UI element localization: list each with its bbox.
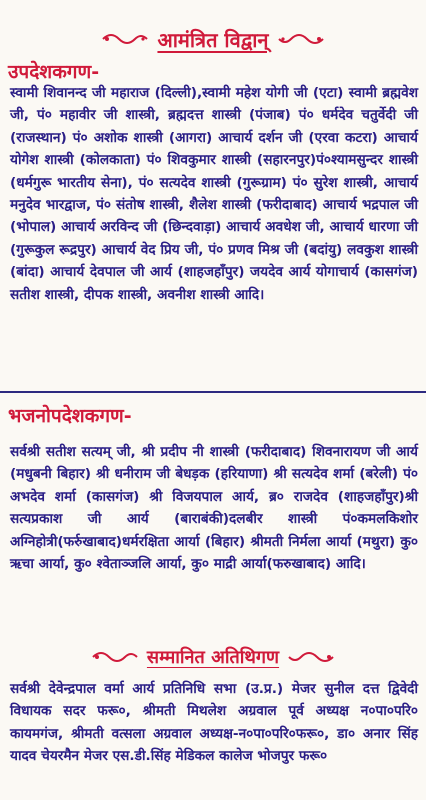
page-header bbox=[0, 22, 426, 56]
page-title: आमंत्रित विद्वान् bbox=[157, 27, 269, 52]
section-heading-speakers: उपदेशकगण- bbox=[8, 61, 100, 83]
section-text-guests: सर्वश्री देवेन्द्रपाल वर्मा आर्य प्रतिनिधि सभा (उ.प्र.) मेजर सुनील दत्त द्विवेदी विधायक सदर फरू०, श्रीमती मिथलेश अग्रवाल पूर्व अध्यक्ष न०पा०परि० कायमगंज, श्रीमती वत्सला अग्रवाल अध्यक्ष-न०पा०परि०फरू०, डा० अनार सिंह यादव चेयरमैन मेजर एस.डी.सिंह मेडिकल कालेज भोजपुर फरू० bbox=[10, 681, 418, 765]
section-heading-guests: सम्मानित अतिथिगण bbox=[146, 647, 280, 668]
right-flourish-icon bbox=[277, 30, 325, 48]
section-text-singers: सर्वश्री सतीश सत्यम् जी, श्री प्रदीप नी शास्त्री (फरीदाबाद) शिवनारायण जी आर्य (मधुबनी बिहार) श्री धनीराम जी बेधड़क (हरियाणा) श्री सत्यदेव शर्मा (बरेली) पं० अभदेव शर्मा (कासगंज) श्री विजयपाल आर्य, ब्र० राजदेव (शाहजहाँपुर)श्री सत्यप्रकाश जी आर्य (बाराबंकी)दलबीर शास्त्री पं०कमलकिशोर अग्निहोत्री(फर्रुखाबाद)धर्मरक्षिता आर्या (बिहार) श्रीमती निर्मला आर्या (मथुरा) कु० ऋचा आर्या, कु० श्वेताञ्जलि आर्या, कु० माद्री आर्या(फरुखाबाद) आदि। bbox=[10, 444, 418, 573]
section-divider bbox=[0, 391, 426, 393]
left-flourish-icon bbox=[91, 648, 139, 666]
left-flourish-icon bbox=[101, 30, 149, 48]
section-text-speakers: स्वामी शिवानन्द जी महाराज (दिल्ली),स्वामी महेश योगी जी (एटा) स्वामी ब्रह्मवेश जी, पं० महावीर जी शास्त्री, ब्रह्मदत्त शास्त्री (पंजाब) पं० धर्मदेव चतुर्वेदी जी (राजस्थान) पं० अशोक शास्त्री (आगरा) आचार्य दर्शन जी (एरवा कटरा) आचार्य योगेश शास्त्री (कोलकाता) पं० शिवकुमार शास्त्री (सहारनपुर)पं०श्यामसुन्दर शास्त्री (धर्मगुरू भारतीय सेना), पं० सत्यदेव शास्त्री (गुरूग्राम) पं० सुरेश शास्त्री, आचार्य मनुदेव भारद्वाज, पं० संतोष शास्त्री, शैलेश शास्त्री (फरीदाबाद) आचार्य भद्रपाल जी (भोपाल) आचार्य अरविन्द जी (छिन्दवाड़ा) आचार्य अवधेश जी, आचार्य धारणा जी (गुरूकुल रूद्रपुर) आचार्य वेद प्रिय जी, पं० प्रणव मिश्र जी (बदांयु) लवकुश शास्त्री (बांदा) आचार्य देवपाल जी आर्य (शाहजहाँपुर) जयदेव आर्य योगाचार्य (कासगंज) सतीश शास्त्री, दीपक शास्त्री, अवनीश शास्त्री आदि। bbox=[10, 85, 418, 303]
right-flourish-icon bbox=[287, 648, 335, 666]
section-heading-singers: भजनोपदेशकगण- bbox=[8, 405, 132, 427]
guests-header bbox=[0, 640, 426, 674]
